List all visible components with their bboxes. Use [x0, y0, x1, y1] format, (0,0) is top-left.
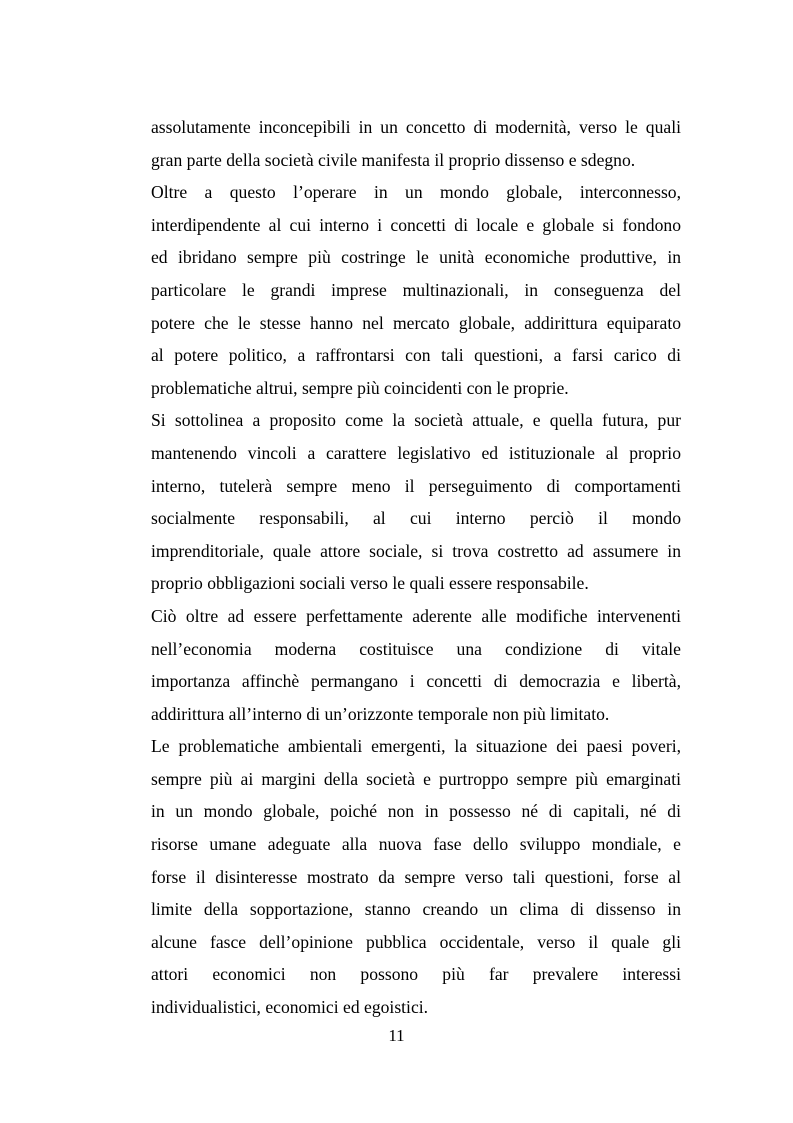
page-number: 11: [388, 1026, 405, 1045]
text-line: individualistici, economici ed egoistici.: [151, 997, 429, 1018]
text-line: attori economici non possono più far prevalere interessi: [151, 964, 681, 985]
text-line: Le problematiche ambientali emergenti, la situazione dei paesi poveri,: [151, 736, 681, 757]
text-line: problematiche altrui, sempre più coincidenti con le proprie.: [151, 377, 569, 398]
body-text: [151, 111, 681, 1024]
text-line: imprenditoriale, quale attore sociale, si trova costretto ad assumere in: [151, 540, 681, 561]
text-line: addirittura all’interno di un’orizzonte temporale non più limitato.: [151, 703, 610, 724]
text-line: particolare le grandi imprese multinazionali, in conseguenza del: [151, 279, 681, 300]
text-line: proprio obbligazioni sociali verso le quali essere responsabile.: [151, 573, 589, 594]
text-line: importanza affinchè permangano i concetti di democrazia e libertà,: [151, 671, 681, 692]
text-line: alcune fasce dell’opinione pubblica occidentale, verso il quale gli: [151, 931, 681, 952]
text-line: sempre più ai margini della società e purtroppo sempre più emarginati: [151, 768, 681, 789]
document-page: [151, 111, 681, 1024]
text-line: forse il disinteresse mostrato da sempre verso tali questioni, forse al: [151, 866, 681, 887]
text-line: socialmente responsabili, al cui interno perciò il mondo: [151, 508, 681, 529]
text-line: mantenendo vincoli a carattere legislativo ed istituzionale al proprio: [151, 442, 681, 463]
text-line: in un mondo globale, poiché non in possesso né di capitali, né di: [151, 801, 681, 822]
text-line: al potere politico, a raffrontarsi con tali questioni, a farsi carico di: [151, 345, 681, 366]
text-line: limite della sopportazione, stanno creando un clima di dissenso in: [151, 899, 681, 920]
text-line: risorse umane adeguate alla nuova fase dello sviluppo mondiale, e: [151, 834, 681, 855]
text-line: Si sottolinea a proposito come la società attuale, e quella futura, pur: [151, 410, 681, 431]
text-line: interno, tutelerà sempre meno il perseguimento di comportamenti: [151, 475, 681, 496]
text-line: potere che le stesse hanno nel mercato globale, addirittura equiparato: [151, 312, 681, 333]
text-line: Oltre a questo l’operare in un mondo globale, interconnesso,: [151, 182, 681, 203]
text-line: interdipendente al cui interno i concetti di locale e globale si fondono: [151, 214, 681, 235]
text-line: Ciò oltre ad essere perfettamente aderente alle modifiche intervenenti: [151, 605, 681, 626]
text-line: gran parte della società civile manifesta il proprio dissenso e sdegno.: [151, 149, 636, 170]
text-line: assolutamente inconcepibili in un concetto di modernità, verso le quali: [151, 117, 681, 137]
text-line: nell’economia moderna costituisce una condizione di vitale: [151, 638, 681, 659]
text-line: ed ibridano sempre più costringe le unità economiche produttive, in: [151, 247, 681, 268]
